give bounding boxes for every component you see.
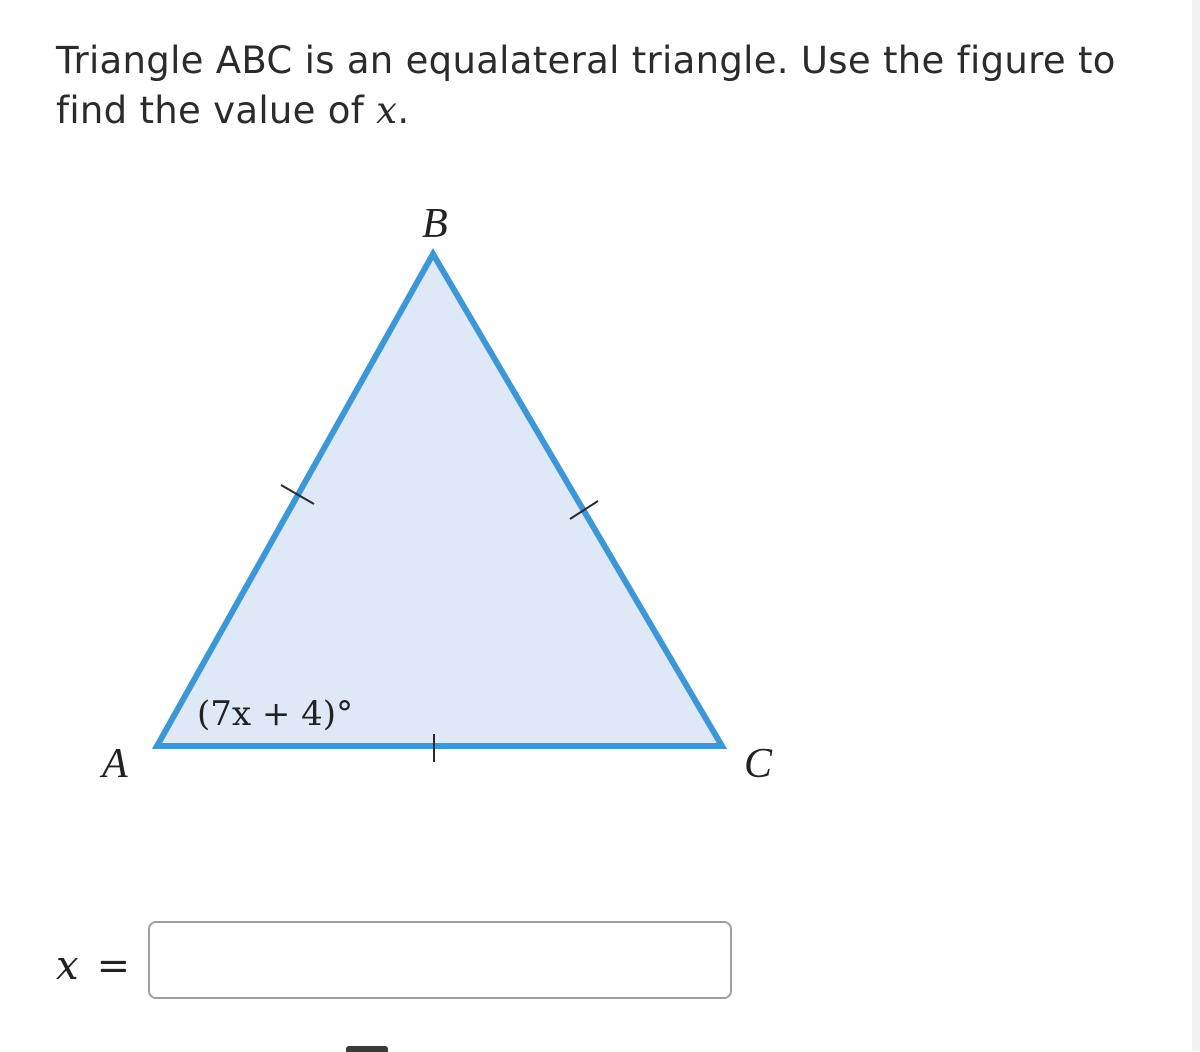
vertex-label-b: B [422, 201, 448, 247]
answer-equals: = [96, 943, 131, 989]
question-body: Triangle ABC is an equalateral triangle. Use the figure to find the value of [56, 39, 1116, 132]
vertex-label-c: C [744, 741, 773, 787]
partial-button-top [346, 1046, 388, 1052]
vertex-label-a: A [102, 741, 128, 787]
answer-label [56, 940, 130, 992]
right-scroll-edge [1192, 0, 1200, 1051]
answer-input[interactable] [148, 921, 732, 999]
question-variable: x [376, 89, 398, 132]
answer-variable: x [56, 943, 79, 989]
angle-label-a: (7x + 4)° [197, 694, 354, 734]
triangle-abc [157, 254, 722, 746]
question-end: . [397, 89, 410, 132]
